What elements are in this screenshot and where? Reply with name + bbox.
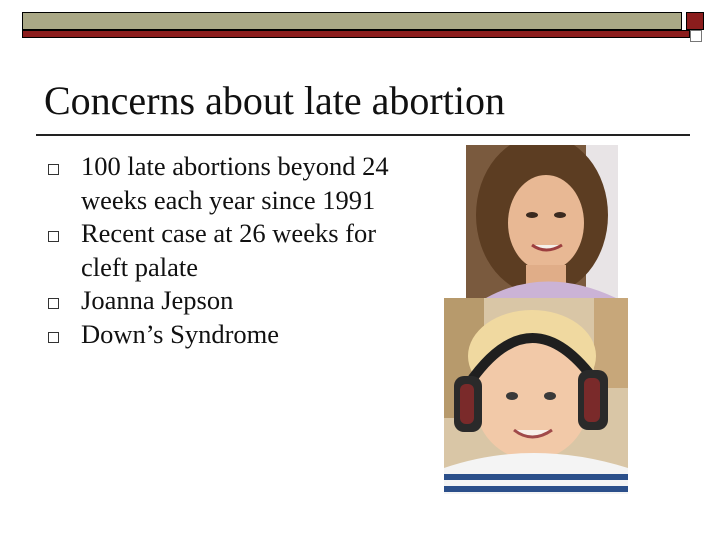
bullet-item (44, 318, 424, 352)
square-bullet-icon (48, 164, 59, 175)
corner-square-outline (690, 30, 702, 42)
bullet-item (44, 217, 424, 284)
bullet-item (44, 150, 424, 217)
bullet-text: 100 late abortions beyond 24 weeks each year since 1991 (81, 151, 389, 215)
woman-photo-illustration (466, 145, 618, 298)
top-decorative-bar (22, 12, 682, 30)
woman-photo (466, 145, 618, 298)
bullet-text: Down’s Syndrome (81, 318, 280, 349)
square-bullet-icon (48, 231, 59, 242)
corner-square (686, 12, 704, 30)
bullet-list (44, 150, 424, 351)
slide-title: Concerns about late abortion (44, 78, 505, 123)
boy-photo-illustration (444, 298, 628, 494)
bullet-text: Joanna Jepson (81, 285, 234, 315)
square-bullet-icon (48, 332, 59, 343)
boy-photo (444, 298, 628, 494)
bullet-item (44, 284, 424, 318)
title-divider (36, 134, 690, 136)
square-bullet-icon (48, 298, 59, 309)
bullet-text: Recent case at 26 weeks for cleft palate (81, 218, 377, 282)
top-accent-bar (22, 30, 690, 38)
